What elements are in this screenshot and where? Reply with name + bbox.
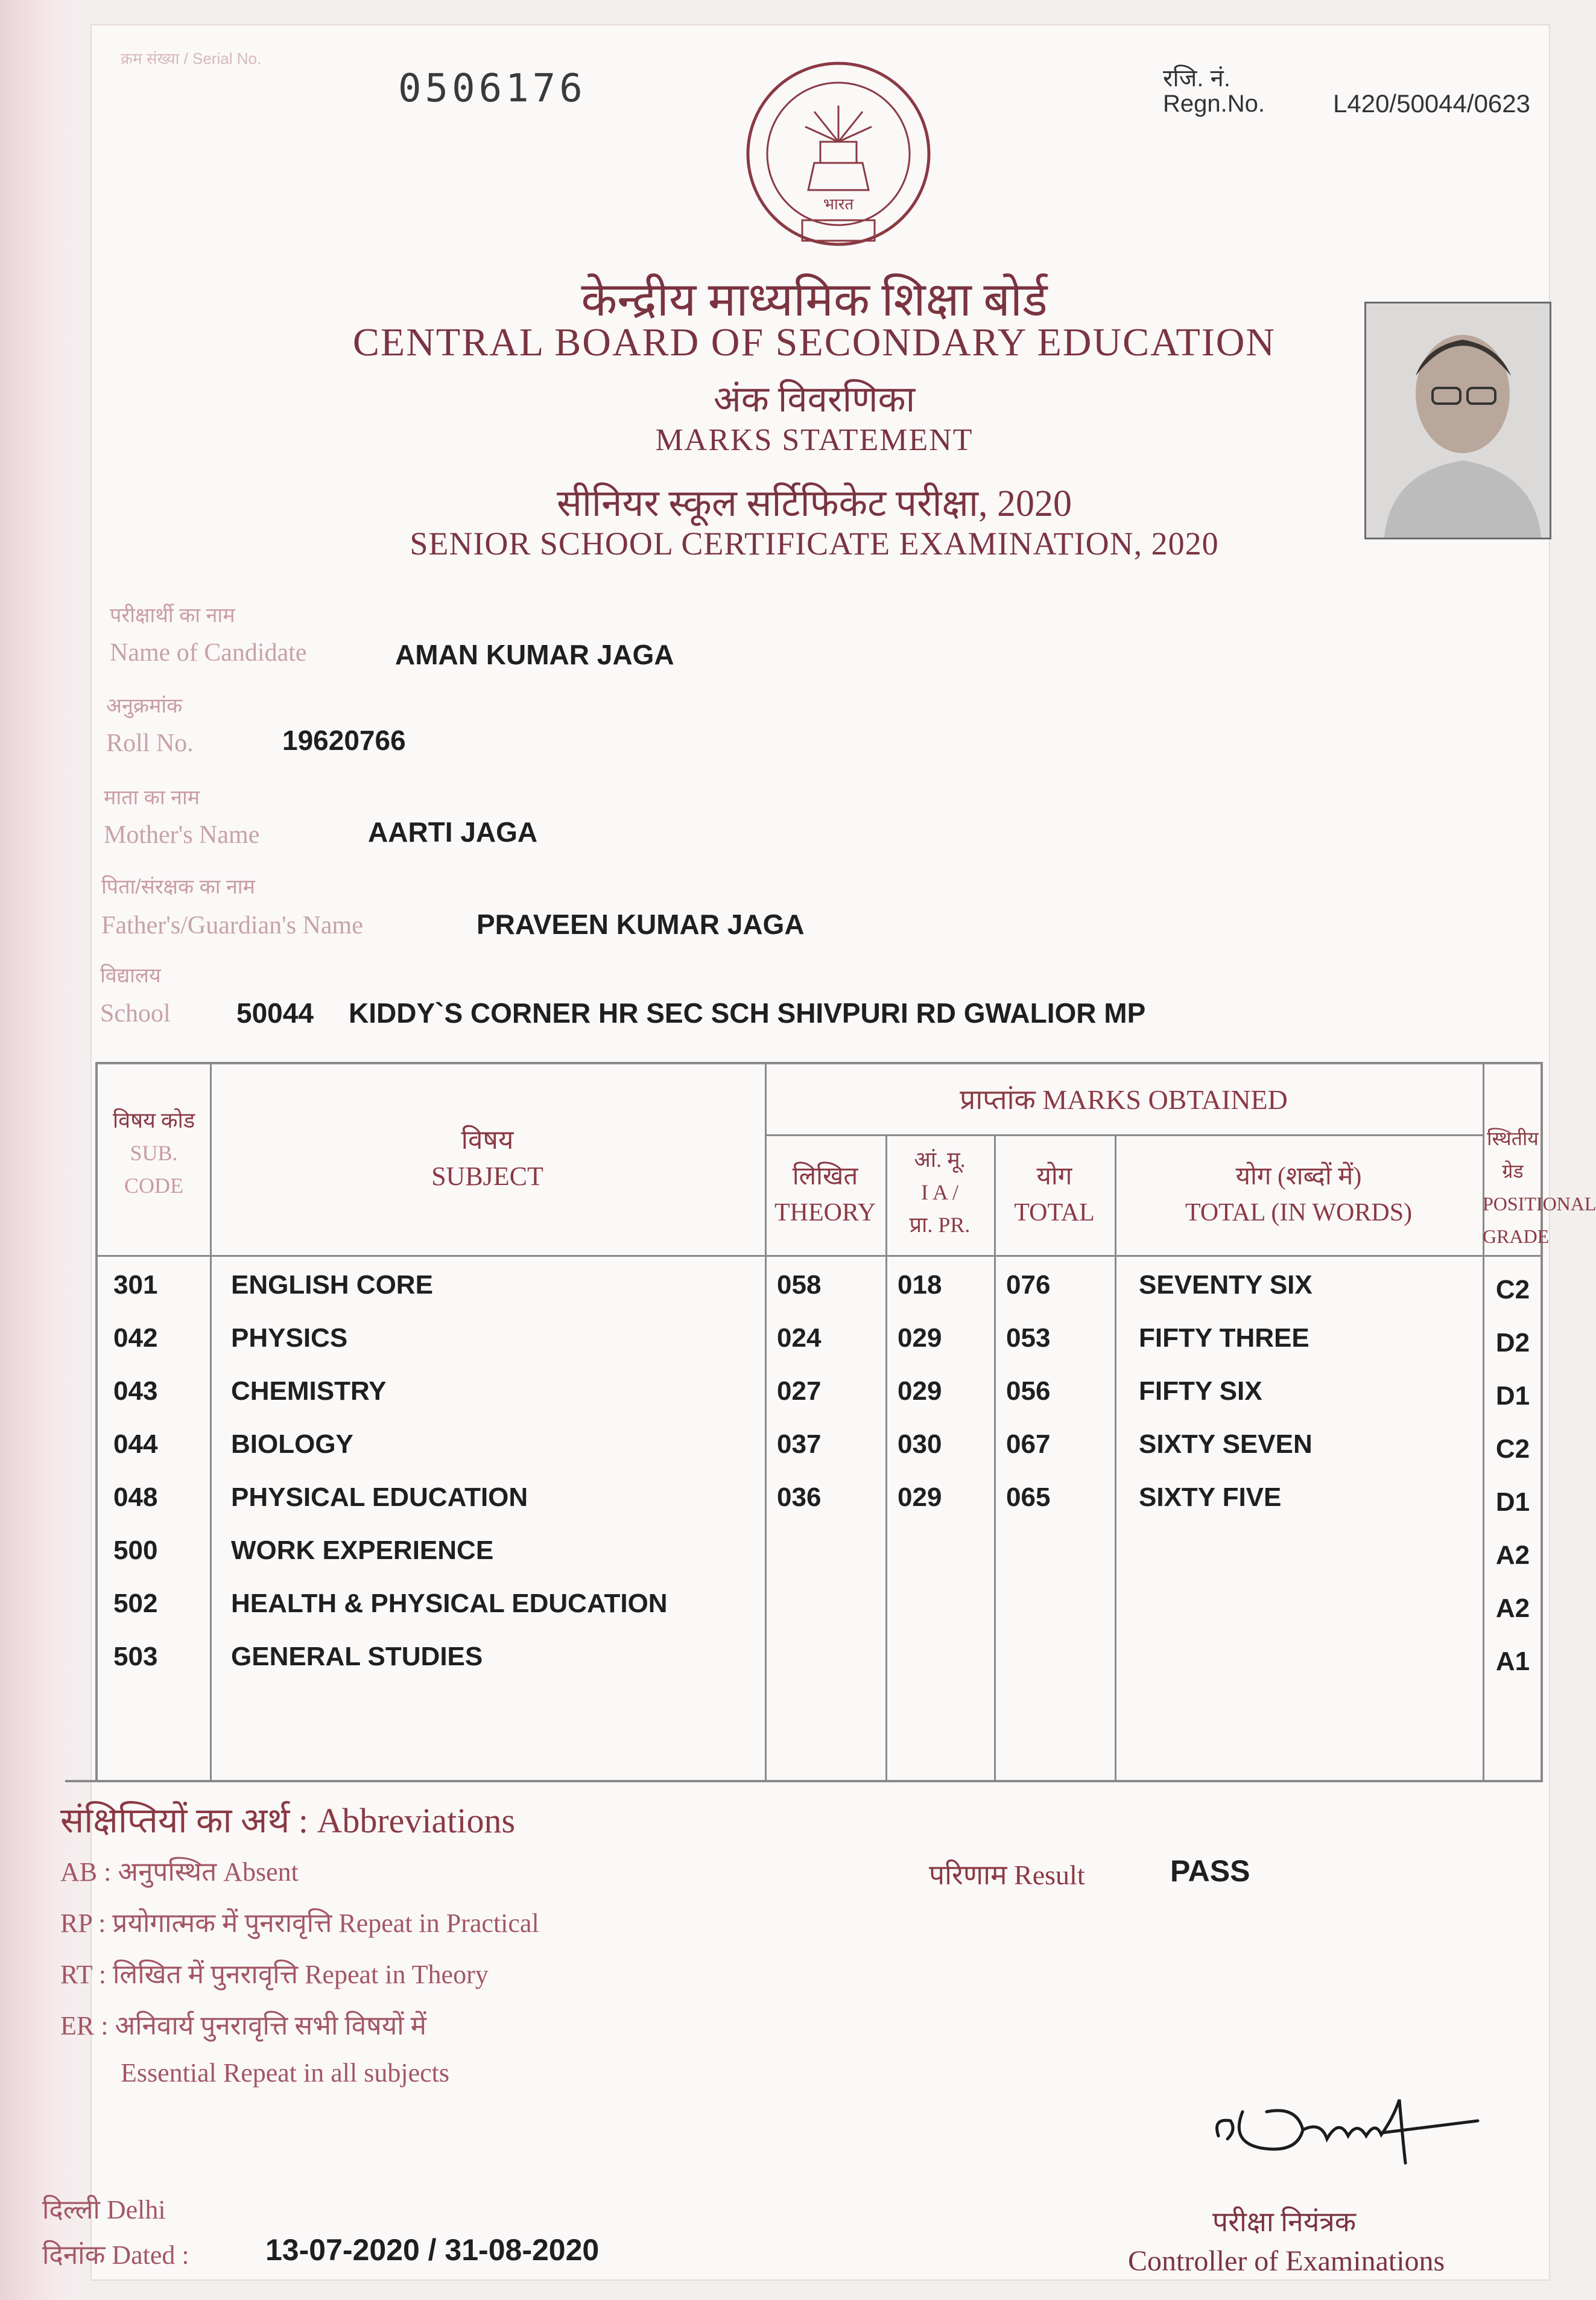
roll-number: 19620766 (282, 725, 406, 756)
roll-label: Roll No. (106, 729, 194, 757)
row-4-theory: 037 (777, 1429, 822, 1459)
row-4-grade: C2 (1495, 1434, 1530, 1464)
dated-label: दिनांक Dated : (42, 2240, 189, 2270)
dated-value: 13-07-2020 / 31-08-2020 (265, 2233, 600, 2267)
abbr-essential-repeat-2: Essential Repeat in all subjects (121, 2058, 449, 2088)
emblem-text: भारत (823, 195, 854, 214)
father-name: PRAVEEN KUMAR JAGA (477, 909, 805, 940)
school-code: 50044 (236, 997, 314, 1029)
row-3-ia: 029 (898, 1376, 942, 1406)
row-3-subject: CHEMISTRY (231, 1376, 387, 1406)
doc-title-hindi: अंक विवरणिका (713, 380, 916, 419)
row-3-words: FIFTY SIX (1139, 1376, 1262, 1406)
exam-title-hindi: सीनियर स्कूल सर्टिफिकेट परीक्षा, 2020 (556, 483, 1072, 524)
controller-title-hindi: परीक्षा नियंत्रक (1212, 2206, 1357, 2237)
serial-number: 0506176 (398, 66, 586, 111)
candidate-photo (1364, 302, 1551, 539)
row-8-grade: A1 (1495, 1647, 1530, 1676)
row-1-grade: C2 (1495, 1275, 1530, 1304)
row-1-total: 076 (1006, 1270, 1051, 1300)
row-6-grade: A2 (1495, 1540, 1530, 1570)
sub-code-header: SUB. (130, 1141, 178, 1165)
mother-label-hindi: माता का नाम (104, 786, 200, 809)
exam-title: SENIOR SCHOOL CERTIFICATE EXAMINATION, 2020 (410, 526, 1219, 562)
row-4-total: 067 (1006, 1429, 1051, 1459)
row-7-grade: A2 (1495, 1593, 1530, 1623)
marks-table (89, 1062, 1596, 1786)
row-3-code: 043 (113, 1376, 158, 1406)
row-5-subject: PHYSICAL EDUCATION (231, 1482, 528, 1512)
row-1-theory: 058 (777, 1270, 822, 1300)
serial-note: क्रम संख्या / Serial No. (121, 49, 262, 68)
abbr-essential-repeat: ER : अनिवार्य पुनरावृत्ति सभी विषयों में (60, 2011, 426, 2041)
controller-title: Controller of Examinations (1128, 2245, 1445, 2277)
regn-label: Regn.No. (1163, 91, 1265, 117)
row-5-code: 048 (113, 1482, 158, 1512)
abbr-absent: AB : अनुपस्थित Absent (60, 1857, 299, 1887)
name-label: Name of Candidate (110, 639, 307, 667)
row-4-subject: BIOLOGY (231, 1429, 353, 1459)
subject-header-hindi: विषय (461, 1125, 514, 1155)
row-4-ia: 030 (898, 1429, 942, 1459)
row-4-code: 044 (113, 1429, 158, 1459)
candidate-name: AMAN KUMAR JAGA (395, 639, 674, 670)
total-header: TOTAL (1014, 1199, 1095, 1227)
row-3-total: 056 (1006, 1376, 1051, 1406)
row-7-code: 502 (113, 1589, 158, 1618)
controller-signature-icon (1200, 2063, 1490, 2178)
roll-label-hindi: अनुक्रमांक (106, 694, 183, 717)
grade-header-hindi: स्थितीय ग्रेड (1487, 1128, 1539, 1182)
row-5-words: SIXTY FIVE (1139, 1482, 1282, 1512)
row-3-grade: D1 (1495, 1381, 1530, 1411)
row-2-subject: PHYSICS (231, 1323, 348, 1353)
row-2-grade: D2 (1495, 1328, 1530, 1358)
row-5-theory: 036 (777, 1482, 822, 1512)
mother-label: Mother's Name (104, 821, 260, 849)
father-label: Father's/Guardian's Name (101, 912, 363, 939)
person-photo-icon (1366, 303, 1550, 538)
total-header-hindi: योग (1036, 1163, 1072, 1190)
row-5-ia: 029 (898, 1482, 942, 1512)
row-1-subject: ENGLISH CORE (231, 1270, 433, 1300)
board-title: CENTRAL BOARD OF SECONDARY EDUCATION (352, 320, 1276, 364)
row-8-code: 503 (113, 1642, 158, 1671)
doc-title: MARKS STATEMENT (655, 423, 974, 457)
row-2-theory: 024 (777, 1323, 822, 1353)
row-5-grade: D1 (1495, 1487, 1530, 1517)
row-6-subject: WORK EXPERIENCE (231, 1536, 494, 1565)
sub-code-header-hindi: विषय कोड (112, 1108, 195, 1133)
place: दिल्ली Delhi (42, 2195, 166, 2225)
result-label: परिणाम Result (929, 1860, 1085, 1890)
row-8-subject: GENERAL STUDIES (231, 1642, 483, 1671)
row-1-ia: 018 (898, 1270, 942, 1300)
grade-header-2: GRADE (1483, 1225, 1550, 1247)
mother-name: AARTI JAGA (368, 816, 538, 848)
words-header-hindi: योग (शब्दों में) (1235, 1163, 1362, 1190)
row-2-code: 042 (113, 1323, 158, 1353)
row-2-words: FIFTY THREE (1139, 1323, 1309, 1353)
pr-header: प्रा. PR. (909, 1213, 971, 1237)
subject-header: SUBJECT (431, 1161, 543, 1191)
row-4-words: SIXTY SEVEN (1139, 1429, 1313, 1459)
grade-header: POSITIONAL (1483, 1193, 1596, 1215)
abbreviations-title: संक्षिप्तियों का अर्थ : Abbreviations (60, 1801, 516, 1840)
abbr-repeat-theory: RT : लिखित में पुनरावृत्ति Repeat in Theory (60, 1960, 489, 1989)
board-title-hindi: केन्द्रीय माध्यमिक शिक्षा बोर्ड (581, 273, 1048, 326)
name-label-hindi: परीक्षार्थी का नाम (110, 604, 235, 627)
theory-header: THEORY (774, 1199, 876, 1227)
row-1-code: 301 (113, 1270, 158, 1300)
row-5-total: 065 (1006, 1482, 1051, 1512)
row-2-ia: 029 (898, 1323, 942, 1353)
sub-code-header-2: CODE (124, 1174, 183, 1198)
marks-obtained-header: प्राप्तांक MARKS OBTAINED (960, 1084, 1288, 1115)
father-label-hindi: पिता/संरक्षक का नाम (101, 875, 255, 898)
regn-label-hindi: रजि. नं. (1163, 65, 1230, 92)
school-label-hindi: विद्यालय (100, 964, 161, 987)
result-value: PASS (1170, 1854, 1250, 1888)
theory-header-hindi: लिखित (792, 1163, 858, 1190)
row-6-code: 500 (113, 1536, 158, 1565)
abbr-repeat-practical: RP : प्रयोगात्मक में पुनरावृत्ति Repeat in Practical (60, 1908, 539, 1938)
regn-number: L420/50044/0623 (1333, 89, 1530, 118)
row-7-subject: HEALTH & PHYSICAL EDUCATION (231, 1589, 668, 1618)
school-name: KIDDY`S CORNER HR SEC SCH SHIVPURI RD GWALIOR MP (349, 997, 1146, 1029)
cbse-emblem-icon (736, 51, 941, 256)
row-3-theory: 027 (777, 1376, 822, 1406)
row-2-total: 053 (1006, 1323, 1051, 1353)
words-header: TOTAL (IN WORDS) (1185, 1199, 1413, 1227)
ia-header: I A / (920, 1180, 958, 1204)
row-1-words: SEVENTY SIX (1139, 1270, 1313, 1300)
ia-header-hindi: आं. मू. (914, 1148, 966, 1172)
school-label: School (100, 1000, 171, 1028)
